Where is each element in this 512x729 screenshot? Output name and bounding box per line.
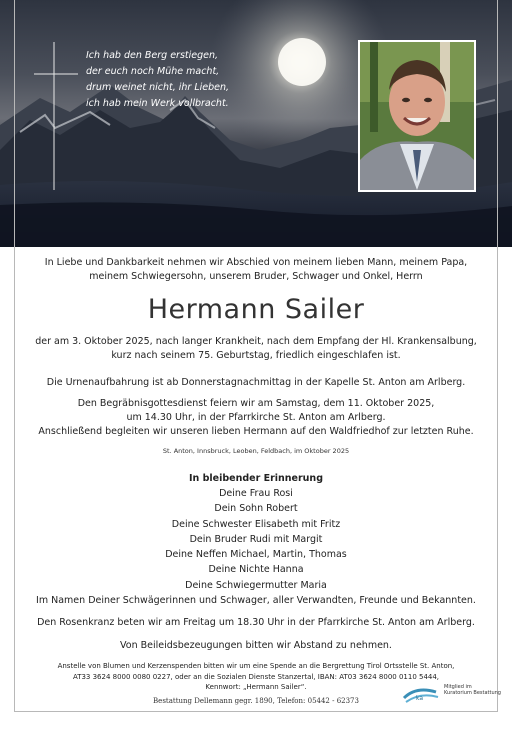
remembrance-item: Dein Sohn Robert <box>214 503 298 515</box>
deceased-name: Hermann Sailer <box>147 294 365 325</box>
place-date: St. Anton, Innsbruck, Leoben, Feldbach, im Oktober 2025 <box>162 447 350 455</box>
remembrance-list <box>14 486 498 608</box>
remembrance-item: Deine Neffen Michael, Martin, Thomas <box>165 549 347 561</box>
donation-line: AT33 3624 8000 0080 0227, oder an die Sozialen Dienste Stanzertal, IBAN: AT03 3624 8000 0110 5444, <box>72 672 440 681</box>
remembrance-item: Deine Nichte Hanna <box>208 564 304 576</box>
intro-line: meinem Schwiegersohn, unserem Bruder, Schwager und Onkel, Herrn <box>89 271 423 282</box>
rosary-notice: Den Rosenkranz beten wir am Freitag um 18.30 Uhr in der Pfarrkirche St. Anton am Arlberg. <box>37 617 475 629</box>
remembrance-item: Deine Schwester Elisabeth mit Fritz <box>171 518 341 530</box>
remembrance-item: Im Namen Deiner Schwägerinnen und Schwager, aller Verwandten, Freunde und Bekannten. <box>36 595 476 607</box>
intro-text <box>14 256 498 284</box>
logo-text <box>444 684 501 696</box>
verse-line: Ich hab den Berg erstiegen, <box>86 50 219 61</box>
service-line: Anschließend begleiten wir unseren lieben Hermann auf den Waldfriedhof zur letzten Ruhe. <box>38 426 474 437</box>
verse-line: der euch noch Mühe macht, <box>86 66 220 77</box>
donation-line: Anstelle von Blumen und Kerzenspenden bitten wir um eine Spende an die Bergrettung Tirol Ortsstelle St. Anton, <box>57 662 455 671</box>
logo-line: Kuratorium Bestattung <box>444 690 501 696</box>
obituary-content <box>14 256 498 705</box>
death-notice-line: der am 3. Oktober 2025, nach langer Krankheit, nach dem Empfang der Hl. Krankensalbung, <box>35 336 477 347</box>
condolence-notice: Von Beileidsbezeugungen bitten wir Abstand zu nehmen. <box>120 640 392 652</box>
remembrance-title: In bleibender Erinnerung <box>188 473 324 484</box>
service-details <box>14 397 498 439</box>
logo-line: Mitglied im <box>444 684 472 690</box>
donation-line: Kennwort: „Hermann Sailer“. <box>205 683 307 692</box>
verse-line: drum weinet nicht, ihr Lieben, <box>86 82 230 93</box>
funeral-home-info: Bestattung Dellemann gegr. 1890, Telefon: 05442 - 62373 <box>153 696 359 705</box>
verse-line: ich hab mein Werk vollbracht. <box>86 98 229 109</box>
service-line: um 14.30 Uhr, in der Pfarrkirche St. Anton am Arlberg. <box>126 412 386 423</box>
svg-text:ka: ka <box>416 695 424 702</box>
remembrance-item: Dein Bruder Rudi mit Margit <box>189 533 323 545</box>
service-line: Den Begräbnisgottesdienst feiern wir am Samstag, dem 11. Oktober 2025, <box>77 398 435 409</box>
intro-line: In Liebe und Dankbarkeit nehmen wir Abschied von meinem lieben Mann, meinem Papa, <box>44 257 468 268</box>
remembrance-item: Deine Schwiegermutter Maria <box>185 579 327 591</box>
remembrance-item: Deine Frau Rosi <box>219 488 293 499</box>
death-notice <box>14 335 498 363</box>
death-notice-line: kurz nach seinem 75. Geburtstag, friedlich eingeschlafen ist. <box>111 350 401 361</box>
urn-notice: Die Urnenaufbahrung ist ab Donnerstagnachmittag in der Kapelle St. Anton am Arlberg. <box>46 377 466 388</box>
